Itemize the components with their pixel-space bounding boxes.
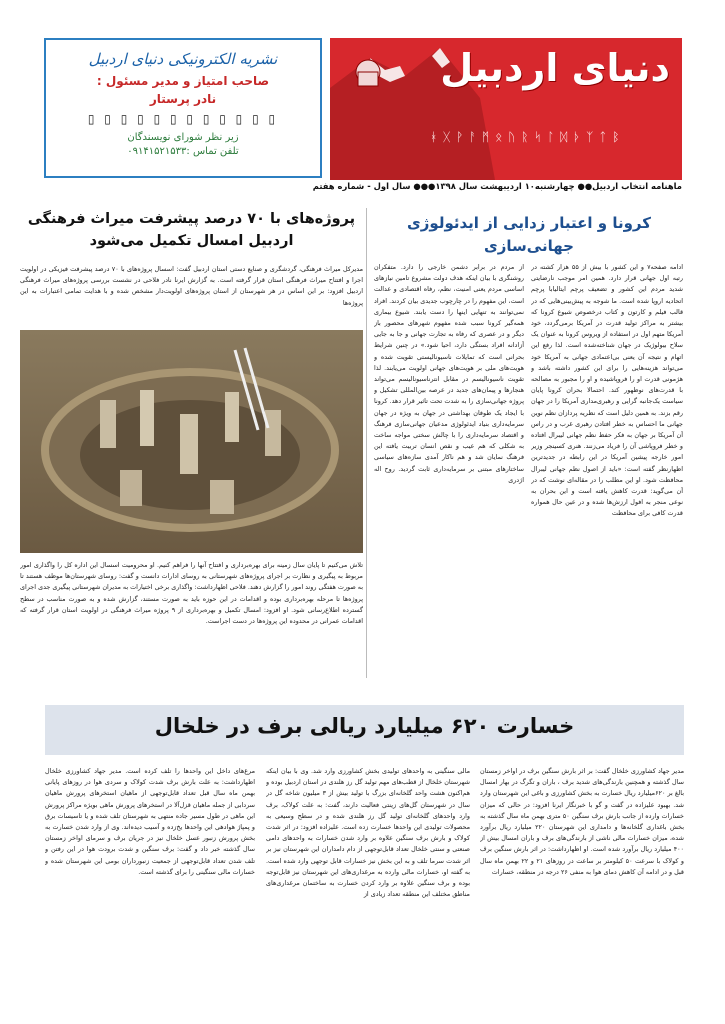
logo-title: دنیای اردبیل bbox=[440, 46, 670, 90]
excavation-image bbox=[20, 330, 363, 553]
heritage-intro: مدیرکل میراث فرهنگی، گردشگری و صنایع دستی استان اردبیل گفت: اسسال پروژه‌های با ۷۰ درصد پیشرفت فیزیکی در اولویت اجرا و افتتاح میراث فرهنگی استان قرار گرفته است. به گزارش ایرنا نادر فلاحی در نشست بررسی پروژه‌های میراث فرهنگی اردبیل افزود: بر این اساس در هر شهرستان از استان پروژه‌های اولویت‌دار مشخص شده و با هدایت تمامی اعتبارات به این پروژه‌ها bbox=[20, 265, 363, 307]
headline-corona: کرونا و اعتبار زدایی از ایدئولوژی جهانی‌سازی bbox=[407, 214, 651, 256]
masthead-banner bbox=[330, 38, 682, 180]
contact-phone: تلفن تماس :۰۹۱۴۱۵۲۱۵۳۳ bbox=[127, 146, 239, 157]
article-column-2: از مردم در برابر دشمن خارجی را دارد. متفکران روشنگری با بیان اینکه هدف دولت مشروع تامین نیازهای اساسی مردم یعنی امنیت، نظم، رفاه اقتصادی و عدالت است، این مفهوم را در چارچوب جدیدی بیان کردند. افراد نمی‌توانند به تنهایی اینها را دست یابند. شیوع بیماری همه‌گیر کرونا سبب شده مفهوم شهرهای محصور باز دیگر و در عصری که رفاه به تجارت جهانی و جا به جایی آزادانه افراد بستگی دارد، احیا شود.» در چنین شرایط بحرانی است که تمایلات ناسیونالیستی تقویت شده و هویت‌های ملی بر هویت‌های جهانی اولویت می‌یابند. لذا تقویت ناسیونالیسم در مقابل انترناسیونالیسم می‌تواند هنجارها و پیمان‌های جدید در عرصه بین‌المللی تشکیل و پروژه جهانی‌سازی را به شدت تحت تاثیر قرار دهد. کرونا با ایجاد یک طوفان بهداشتی در جهان به ویژه در جهان سرمایه‌داری بنیاد ایدئولوژی مدعیان جهانی‌سازی فرهنگ و اقتصاد سرمایه‌داری را با چالش سختی مواجه ساخت به شکلی که هم عیب و نقص انسان تربیت یافته این فرهنگ نمایان شد و هم ناکار آمدی سازه‌های سیاسی ساختارهای مبتنی بر سرمایه‌داری ثابت گردید. روح اله اژدری bbox=[374, 263, 524, 484]
column-divider bbox=[366, 208, 367, 678]
headline-snow-damage: خسارت ۶۲۰ میلیارد ریالی برف در خلخال bbox=[154, 714, 575, 738]
heritage-body: تلاش می‌کنیم تا پایان سال زمینه برای بهره‌برداری و افتتاح آنها را فراهم کنیم. او محرومیت اسسال این اداره کل را واگذاری امور مربوط به پیگیری و نظارت بر اجرای پروژه‌های شهرستانی به روسای ادارات دانست و گفت: روسای شهرستان‌ها موظف هستند تا به صورت هفتگی روند امور را گزارش دهند. فلاحی اظهارداشت: واگذاری برخی اختیارات به مدیران شهرستانی پیگیری جدی اجرای پروژه‌ها تا مرحله بهره‌برداری بوده و اقدامات در این حوزه باید به صورت مستند، گزارش شده و به صورت مناسب در سطح گسترده اطلاع‌رسانی شود. او افزود: امسال تکمیل و بهره‌برداری از ۹ پروژه میراث فرهنگی در اولویت استان قرار گرفته که اقدامات عمرانی در محدوده این پروژه‌ها در دست اجراست. bbox=[20, 561, 363, 626]
snow-article-column-3: مرغ‌های داخل این واحدها را تلف کرده است. مدیر جهاد کشاورزی خلخال اظهارداشت: به علت بارش برف شدت کولاک و سردی هوا در روزهای پایانی بهمن ماه سال قبل تعداد قابل‌توجهی از ماهیان استخرهای پرورش ماهیان سردابی از جمله ماهیان قزل‌آلا در استخرهای پرورش ماهی بویژه مراکز پرورش این ماهی در طول مسیر جاده منتهی به شهرستان تلف شده و یا تاسیسات برق و پمپاژ هوادهی این واحدها یخ‌زده و آسیب دیده‌اند. وی از وارد شدن خسارت به بخش پرورش زنبور عسل خلخال نیز در جریان برف و سرمای اواخر زمستان سال گذشته خبر داد و گفت: برف سنگین و شدت برودت هوا در این رفتن و تلف شدن تعداد قابل‌توجهی از جمعیت زنبورداران بومی این شهرستان شده و خسارات مالی سنگینی را برای گذشته است. bbox=[45, 767, 255, 876]
publication-title: نشریه الکترونیکی دنیای اردبیل bbox=[88, 50, 278, 68]
owner-label: صاحب امتیاز و مدیر مسئول : bbox=[96, 74, 270, 88]
issue-info: ماهنامه انتخاب اردبیل●● چهارشنبه۱۰ اردیبهشت سال ۱۳۹۸●●● سال اول - شماره هفتم bbox=[312, 181, 682, 191]
snow-article-column-1: مدیر جهاد کشاورزی خلخال گفت: بر اثر بارش سنگین برف در اواخر زمستان سال گذشته و همچنین بارندگی‌های شدید برف ، باران و تگرگ در بهار امسال بالغ بر ۶۲۰میلیارد ریال خسارت به بخش کشاورزی و باغی این شهرستان وارد شد. بهبود علیزاده در گفت و گو با خبرنگار ایرنا افزود: در حالی که میزان خسارات وارده از جانب بارش برف سنگین ۵۰ متری بهمن ماه سال گذشته به بخش باغداری گلخانه‌ها و دامداری این شهرستان ۲۲۰ میلیارد ریال برآورد شده، میزان خسارات مالی ناشی از بارندگی‌های برف و باران امسال بیش از ۴۰۰ میلیارد ریال برآورد شده است. او اظهارداشت: در اثر بارش سنگین برف و کولاک با سرعت ۵۰ کیلومتر بر ساعت در روزهای ۲۱ و ۲۲ بهمن ماه سال قبل و در ادامه آن کاهش دمای هوا به منفی ۲۶ درجه در منطقه، خسارات bbox=[480, 767, 684, 876]
snow-article-column-2: مالی سنگینی به واحدهای تولیدی بخش کشاورزی وارد شد. وی با بیان اینکه شهرستان خلخال از قطب‌های مهم تولید گل رز هلندی در استان اردبیل بوده و هم‌اکنون هشت واحد گلخانه‌ای بزرگ با تولید بیش از ۳ میلیون شاخه گل در سال در شهرستان گل‌های زینتی فعالیت دارند، گفت: به علت کولاک، برف وارد واحدهای گلخانه‌ای تولید گل رز هلندی شده و در سطح وسیعی به محصولات تولیدی این واحدها خسارت زده است. علیزاده افزود: در اثر شدت کولاک و بارش برف سنگین علاوه بر وارد شدن خسارات به واحدهای دامی صنعتی و سنتی خلخال تعداد قابل‌توجهی از دام دامداران این شهرستان نیز بر اثر شدت سرما تلف و به این بخش نیز خسارات قابل توجهی وارد شده است. به گفته او، خسارات مالی وارده به مرغداری‌های این شهرستان نیز قابل‌توجه بوده و برف سنگین علاوه بر وارد کردن خسارت به ساختمان مرغداری‌های مناطق مختلف این منطقه تعداد زیادی از bbox=[266, 767, 470, 899]
article-column-1: ادامه صفحه۷ و این کشور با بیش از ۵۵ هزار کشته در رتبه اول جهانی قرار دارد. همین امر موجب نارضایتی شدید مردم این کشور و تضعیف پرچم ایتالیا‌با پرچم اتحادیه اروپا شده است. ما شوجه به پیش‌بینی‌هایی که در قالب فیلم و کارتون و کتاب درخصوص شیوع کرونا که بیشتر به مراکز تولید قدرت در آمریکا برمی‌گردد، خود آمریکا متهم اول در استفاده از ویروس کرونا به عنوان یک سلاح بیولوژیک در جهان شناخته‌شده است. لذا رفع این اتهام و نتیجه آن یعنی بی‌اعتمادی جهانی به آمریکا خود می‌تواند هزینه‌هایی را برای این کشور داشته باشد و هژمونی قدرت او را فروپاشیده و او را مجبور به مصالحه با قدرت‌های نوظهور کند. احتمالا بحران کرونا پایان سیاست یک‌جانبه گرایی و رهبری‌مداری آمریکا را در جهان رقم بزند. به همین دلیل است که نظریه پردازان نظم نوین جهانی ما احساس به خطر افتادن رهبری غرب و در راس آن آمریکا بر جهان به فکر حفظ نظم جهانی لیبرال افتاده و خطر فروپاشی آن را فریاد می‌زنند. هنری کسینجر وزیر امور خارجه پیشین آمریکا در این رابطه در جدیدترین اظهارنظر گفته است: «باید از اصول نظم جهانی لیبرال محافظت شود. او این مطلب را در مقاله‌ای نوشت که در آن می‌گوید: قدرت کاهش یافته است و این بحران به نوعی منجر به افول ارزش‌ها شده و در عین حال همواره قدرت کافی برای محافظت bbox=[531, 263, 683, 518]
owner-name: نادر پرستار bbox=[149, 92, 217, 106]
ornament-strip: ᚼ ᚷ ᚹ ᚨ ᛗ ᛟ ᚢ ᚱ ᛋ ᛚ ᛞ ᚦ ᛉ ᛏ ᛒ bbox=[430, 130, 621, 144]
excavation-photo bbox=[20, 330, 363, 553]
publisher-box bbox=[44, 38, 322, 178]
headline-heritage: پروژه‌های با ۷۰ درصد پیشرفت میراث فرهنگی اردبیل امسال تکمیل می‌شود bbox=[27, 211, 356, 250]
placeholder-boxes: ▯ ▯ ▯ ▯ ▯ ▯ ▯ ▯ ▯ ▯ ▯ ▯ bbox=[87, 112, 279, 126]
supervision-text: زیر نظر شورای نویسندگان bbox=[127, 132, 239, 143]
